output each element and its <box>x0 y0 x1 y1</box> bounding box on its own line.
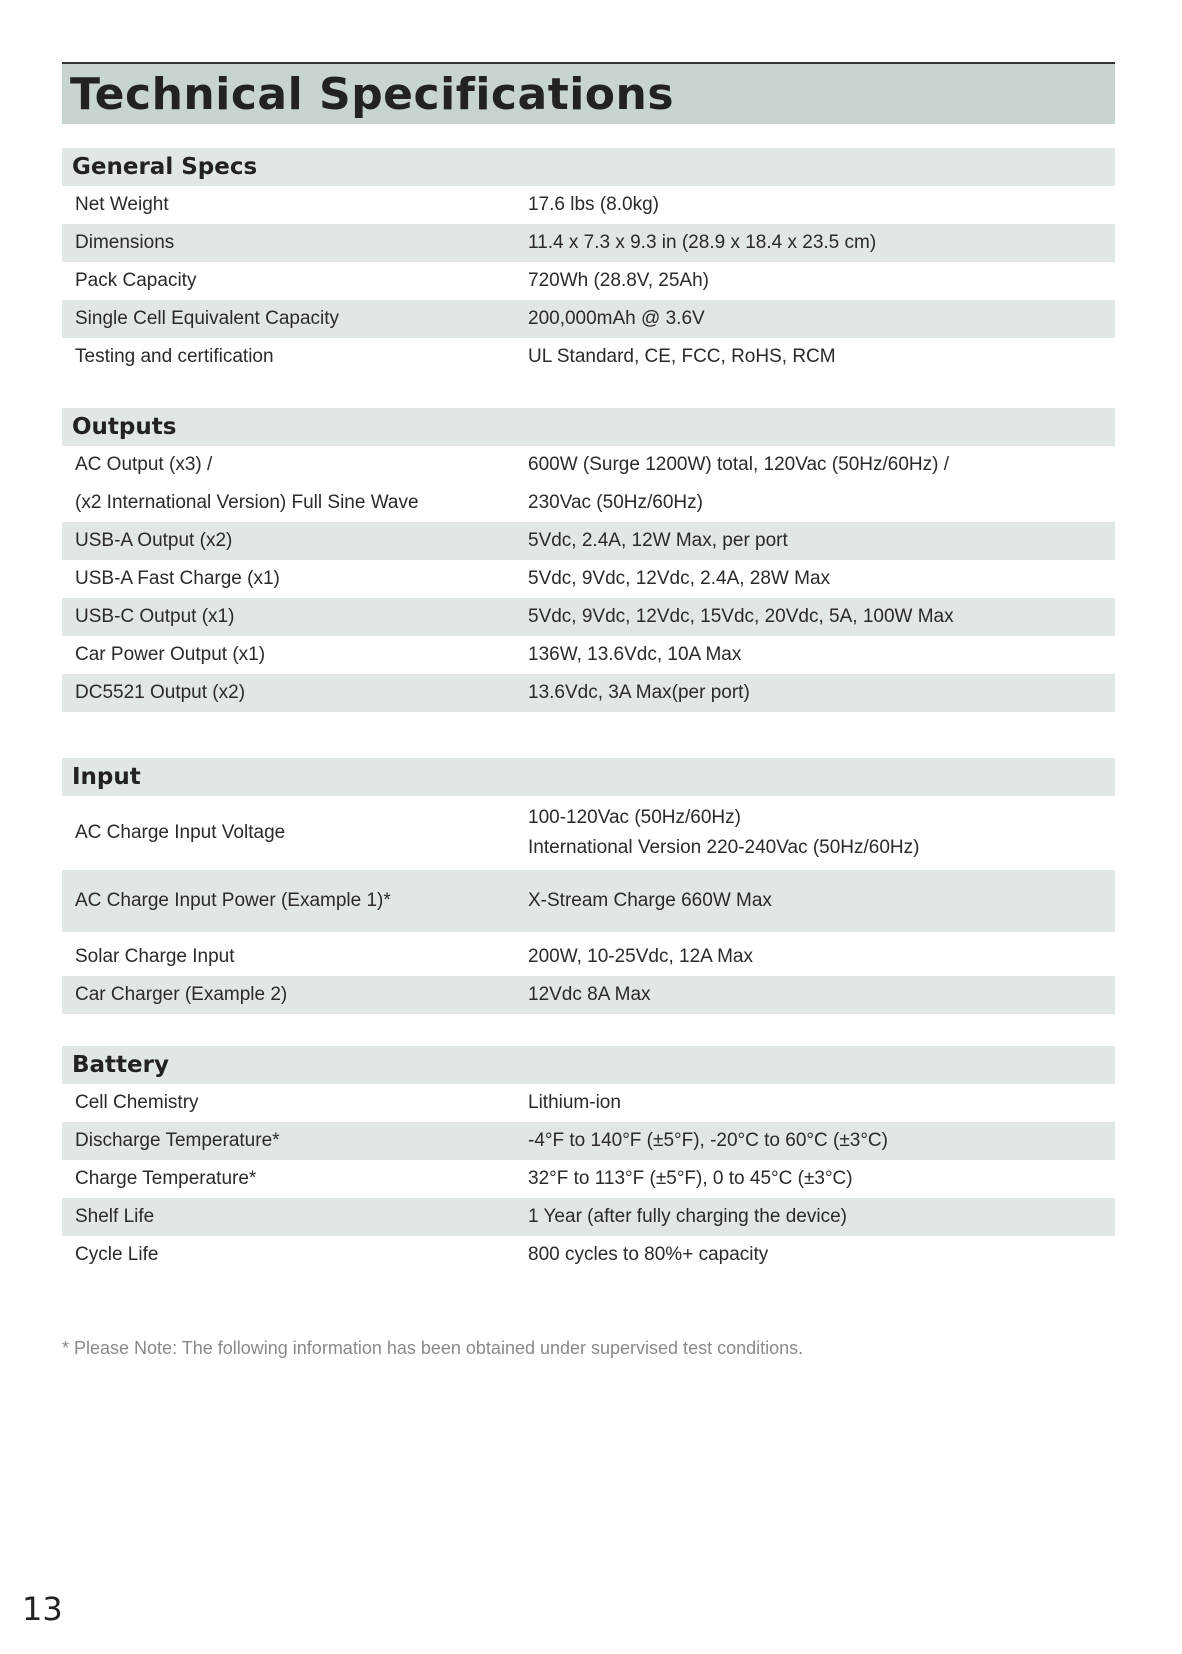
spec-label: USB-A Fast Charge (x1) <box>75 568 280 589</box>
table-row <box>62 186 1115 224</box>
spec-label: Net Weight <box>75 194 169 215</box>
spec-label: Shelf Life <box>75 1206 155 1227</box>
outputs-section <box>62 408 1115 712</box>
spec-label: AC Charge Input Voltage <box>75 822 286 843</box>
spec-page <box>62 62 1115 1358</box>
table-row <box>62 1160 1115 1198</box>
table-row <box>62 976 1115 1014</box>
spec-label: AC Charge Input Power (Example 1)* <box>75 890 391 911</box>
spec-label: DC5521 Output (x2) <box>75 682 246 703</box>
spec-value: 200,000mAh @ 3.6V <box>528 308 705 329</box>
spec-value-line: 230Vac (50Hz/60Hz) <box>528 492 703 513</box>
table-row <box>62 1122 1115 1160</box>
spec-label: Charge Temperature* <box>75 1168 257 1189</box>
general-specs-section <box>62 148 1115 376</box>
table-row <box>62 446 1115 522</box>
spec-label: Discharge Temperature* <box>75 1130 280 1151</box>
spec-value: 32°F to 113°F (±5°F), 0 to 45°C (±3°C) <box>528 1168 853 1189</box>
spec-value: 1 Year (after fully charging the device) <box>528 1206 847 1227</box>
spec-label: Car Power Output (x1) <box>75 644 266 665</box>
footnote: * Please Note: The following information has been obtained under supervised test conditions. <box>62 1338 804 1358</box>
table-row <box>62 870 1115 932</box>
spec-label: Solar Charge Input <box>75 946 235 967</box>
spec-label: Pack Capacity <box>75 270 197 291</box>
spec-label: USB-A Output (x2) <box>75 530 233 551</box>
spec-value: 11.4 x 7.3 x 9.3 in (28.9 x 18.4 x 23.5 cm) <box>528 232 877 253</box>
table-row <box>62 636 1115 674</box>
spec-value <box>528 446 1115 522</box>
general-specs-heading: General Specs <box>62 148 1115 186</box>
table-row <box>62 1236 1115 1274</box>
spec-value: 12Vdc 8A Max <box>528 984 651 1005</box>
spec-value: 200W, 10-25Vdc, 12A Max <box>528 946 753 967</box>
battery-heading: Battery <box>62 1046 1115 1084</box>
spec-value: 13.6Vdc, 3A Max(per port) <box>528 682 750 703</box>
spec-label: Dimensions <box>75 232 175 253</box>
spec-value-line: 100-120Vac (50Hz/60Hz) <box>528 807 741 828</box>
table-row <box>62 1084 1115 1122</box>
table-row <box>62 300 1115 338</box>
spec-label-line: (x2 International Version) Full Sine Wave <box>75 492 419 513</box>
spec-value: 5Vdc, 9Vdc, 12Vdc, 15Vdc, 20Vdc, 5A, 100W Max <box>528 606 954 627</box>
spec-value <box>528 807 1115 859</box>
spec-value: 136W, 13.6Vdc, 10A Max <box>528 644 742 665</box>
spec-value: UL Standard, CE, FCC, RoHS, RCM <box>528 346 836 367</box>
table-row <box>62 598 1115 636</box>
spec-value: 5Vdc, 9Vdc, 12Vdc, 2.4A, 28W Max <box>528 568 831 589</box>
table-row <box>62 938 1115 976</box>
page-title: Technical Specifications <box>70 68 675 120</box>
spec-value: 800 cycles to 80%+ capacity <box>528 1244 769 1265</box>
spec-value: 5Vdc, 2.4A, 12W Max, per port <box>528 530 788 551</box>
spec-label: Cycle Life <box>75 1244 159 1265</box>
spec-value: 720Wh (28.8V, 25Ah) <box>528 270 709 291</box>
spec-value: Lithium-ion <box>528 1092 621 1113</box>
spec-value: X-Stream Charge 660W Max <box>528 890 772 911</box>
table-row <box>62 262 1115 300</box>
table-row <box>62 674 1115 712</box>
table-row <box>62 560 1115 598</box>
spec-label: Cell Chemistry <box>75 1092 199 1113</box>
spec-label: Car Charger (Example 2) <box>75 984 288 1005</box>
table-row <box>62 338 1115 376</box>
table-row <box>62 224 1115 262</box>
table-row <box>62 1198 1115 1236</box>
input-heading: Input <box>62 758 1115 796</box>
spec-label <box>62 446 528 522</box>
spec-label-line: AC Output (x3) / <box>75 454 213 475</box>
battery-section <box>62 1046 1115 1274</box>
outputs-heading: Outputs <box>62 408 1115 446</box>
table-row <box>62 796 1115 870</box>
spec-label: USB-C Output (x1) <box>75 606 235 627</box>
page-number: 13 <box>22 1590 63 1628</box>
spec-label: Testing and certification <box>75 346 274 367</box>
table-row <box>62 522 1115 560</box>
spec-value: -4°F to 140°F (±5°F), -20°C to 60°C (±3°C) <box>528 1130 888 1151</box>
spec-label: Single Cell Equivalent Capacity <box>75 308 340 329</box>
input-section <box>62 758 1115 1014</box>
spec-value-line: 600W (Surge 1200W) total, 120Vac (50Hz/60Hz) / <box>528 454 950 475</box>
title-bar <box>62 62 1115 124</box>
spec-value-line: International Version 220-240Vac (50Hz/60Hz) <box>528 837 920 858</box>
spec-value: 17.6 lbs (8.0kg) <box>528 194 659 215</box>
